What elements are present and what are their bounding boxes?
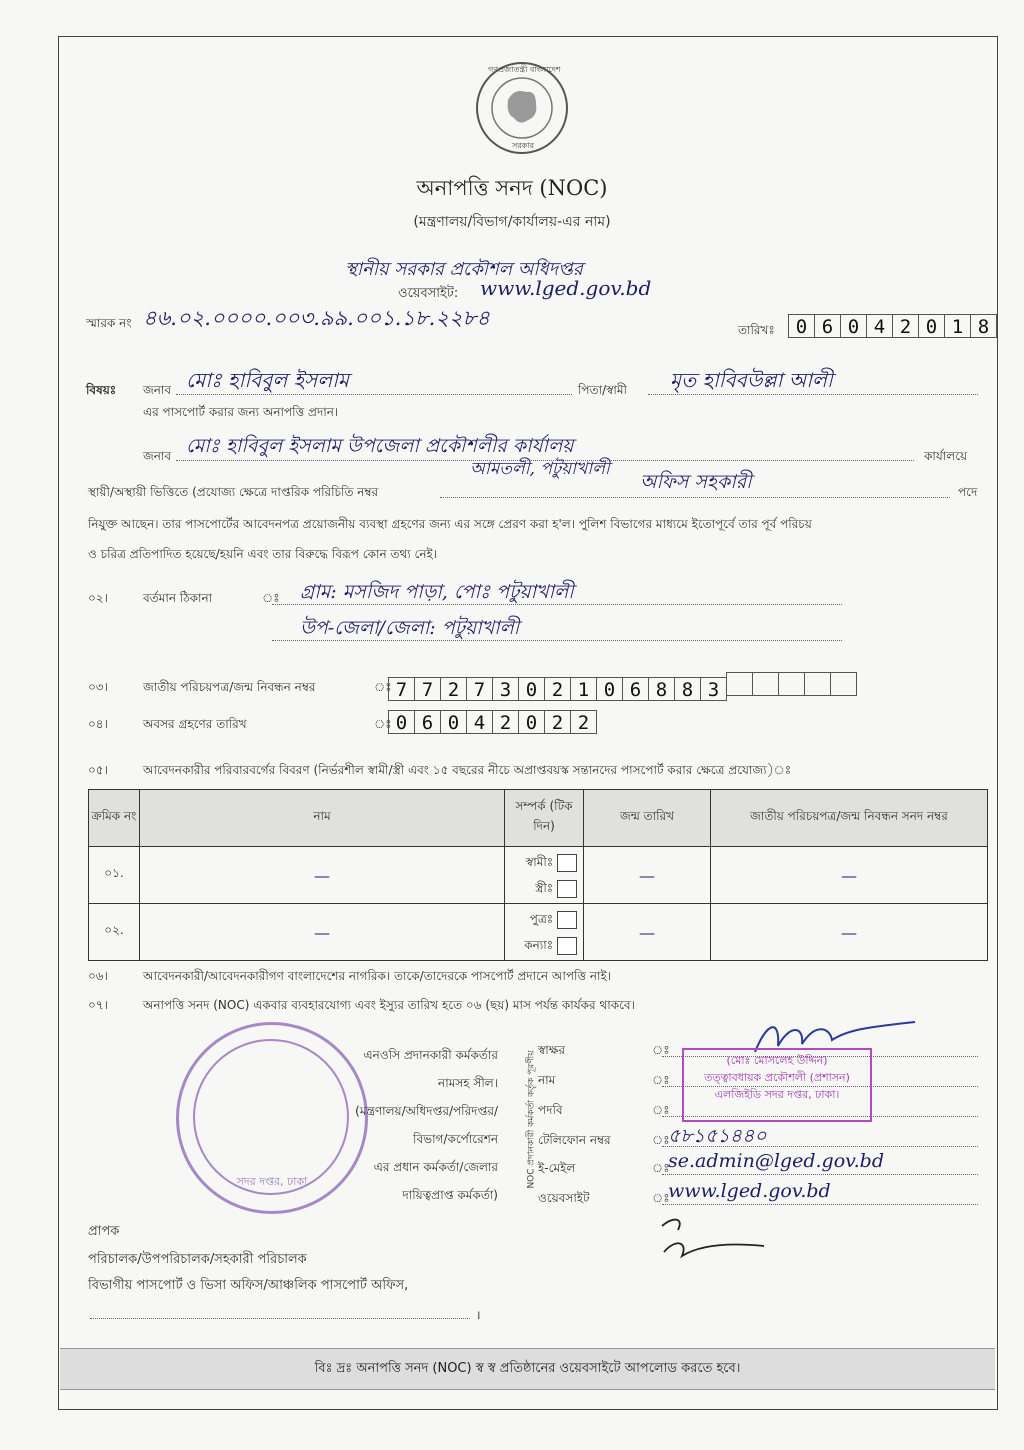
nid-number-boxes: [388, 672, 856, 701]
signatory-field-label: স্বাক্ষর: [538, 1043, 566, 1057]
checkbox-son[interactable]: [557, 911, 577, 929]
recipient-line-1: পরিচালক/উপপরিচালক/সহকারী পরিচালক: [88, 1252, 307, 1267]
officer-name-stamp: [682, 1048, 872, 1122]
signatory-field-colon: ঃ: [652, 1103, 670, 1117]
date-digit-box: 2: [892, 314, 919, 338]
website-label: ওয়েবসাইট:: [398, 286, 459, 301]
nid-digit-box: 1: [570, 677, 597, 701]
recipient-address-line: [90, 1318, 470, 1319]
checkbox-daughter[interactable]: [557, 937, 577, 955]
relation-cell: [505, 904, 584, 961]
signatory-field-colon: ঃ: [652, 1191, 670, 1205]
col-birth-date: জন্ম তারিখ: [584, 790, 711, 847]
memo-date-boxes: [788, 314, 996, 338]
signatory-field-colon: ঃ: [652, 1073, 670, 1087]
retirement-digit-box: 6: [414, 710, 441, 734]
seal-text: সদর দপ্তর, ঢাকা: [236, 1175, 308, 1188]
signatory-description-line: (মন্ত্রণালয়/অধিদপ্তর/পরিদপ্তর/: [355, 1104, 498, 1118]
col-relation: সম্পর্ক (টিক দিন): [505, 790, 584, 847]
item-02-colon: ঃ: [262, 591, 280, 605]
body-paragraph-1: নিযুক্ত আছেন। তার পাসপোর্টের আবেদনপত্র প্রয়োজনীয় ব্যবস্থা গ্রহণের জন্য এর সঙ্গে প্রেরণ করা হ'ল। পুলিশ বিভাগের মাধ্যমে ইতোপূর্বে তার পূর্ব পরিচয়: [88, 517, 812, 531]
father-label: পিতা/স্বামী: [578, 383, 627, 397]
office-line2: আমতলী, পটুয়াখালী: [470, 459, 610, 479]
signatory-description-line: নামসহ সীল।: [438, 1076, 498, 1090]
government-emblem: [474, 60, 570, 156]
signatory-vertical-note: NOC প্রদানকারী কর্মকর্তা কর্তৃক পূরণীয়: [526, 1050, 537, 1189]
item-04-colon: ঃ: [374, 717, 392, 731]
document-subtitle: (মন্ত্রণালয়/বিভাগ/কার্যালয়-এর নাম): [413, 214, 611, 230]
table-row: [89, 904, 988, 961]
office-label: কার্যালয়ে: [924, 449, 968, 463]
signatory-field-label: ই-মেইল: [538, 1161, 576, 1175]
retirement-digit-box: 4: [466, 710, 493, 734]
name-cell: —: [140, 847, 505, 904]
birth-date-cell: —: [584, 904, 711, 961]
relation-label: স্ত্রীঃ: [535, 881, 554, 895]
signatory-field-line: [662, 1174, 978, 1175]
initials-mark: [654, 1212, 774, 1276]
memo-label: স্মারক নং: [86, 316, 132, 330]
nid-digit-box: [830, 672, 857, 696]
date-digit-box: 0: [918, 314, 945, 338]
retirement-digit-box: 0: [518, 710, 545, 734]
item-07-label: অনাপত্তি সনদ (NOC) একবার ব্যবহারযোগ্য এবং ইস্যুর তারিখ হতে ০৬ (ছয়) মাস পর্যন্ত কার্যকর থাকবে।: [143, 998, 635, 1012]
signatory-field-value: ৫৮১৫১৪৪০: [668, 1125, 767, 1147]
family-table: [88, 789, 988, 961]
name-cell: —: [140, 904, 505, 961]
table-row: [89, 847, 988, 904]
footer-note: বিঃ দ্রঃ অনাপত্তি সনদ (NOC) স্ব স্ব প্রতিষ্ঠানের ওয়েবসাইটে আপলোড করতে হবে।: [60, 1348, 995, 1390]
date-digit-box: 6: [814, 314, 841, 338]
body-janab: জনাব: [143, 449, 172, 463]
item-07-number: ০৭।: [88, 998, 108, 1012]
nid-digit-box: [726, 672, 753, 696]
item-04-number: ০৪।: [88, 717, 108, 731]
date-digit-box: 1: [944, 314, 971, 338]
retirement-digit-box: 0: [440, 710, 467, 734]
body-paragraph-2: ও চরিত্র প্রতিপাদিত হয়েছে/হয়নি এবং তার বিরুদ্ধে বিরূপ কোন তথ্য নেই।: [88, 547, 438, 561]
ministry-name-handwritten: স্থানীয় সরকার প্রকৌশল অধিদপ্তর: [345, 259, 583, 280]
nid-digit-box: 0: [596, 677, 623, 701]
signatory-field-line: [662, 1204, 978, 1205]
relation-label: স্বামীঃ: [525, 855, 554, 869]
nid-digit-box: 8: [674, 677, 701, 701]
signatory-field-label: টেলিফোন নম্বর: [538, 1133, 611, 1147]
emblem-bottom-text: সরকার: [512, 141, 535, 150]
signatory-field-colon: ঃ: [652, 1043, 670, 1057]
nid-digit-box: 7: [414, 677, 441, 701]
signatory-field-value: se.admin@lged.gov.bd: [668, 1150, 884, 1172]
stamp-line: (মোঃ মোসলেহ উদ্দিন): [726, 1054, 828, 1067]
item-06-label: আবেদনকারী/আবেদনকারীগণ বাংলাদেশের নাগরিক। তাকে/তাদেরকে পাসপোর্ট প্রদানে আপত্তি নাই।: [143, 969, 612, 983]
office-round-seal: [176, 1022, 368, 1214]
retirement-digit-box: 2: [544, 710, 571, 734]
row-serial: ০১.: [89, 847, 140, 904]
memo-number: ৪৬.০২.০০০০.০০৩.৯৯.০০১.১৮.২২৮৪: [143, 306, 490, 330]
col-nid: জাতীয় পরিচয়পত্র/জন্ম নিবন্ধন সনদ নম্বর: [711, 790, 988, 847]
nid-digit-box: [752, 672, 779, 696]
item-06-number: ০৬।: [88, 969, 108, 983]
date-digit-box: 4: [866, 314, 893, 338]
nid-digit-box: [778, 672, 805, 696]
retirement-digit-box: 0: [388, 710, 415, 734]
checkbox-spouse-wife[interactable]: [557, 880, 577, 898]
item-03-colon: ঃ: [374, 680, 392, 694]
item-02-number: ০২।: [88, 591, 108, 605]
item-05-label: আবেদনকারীর পরিবারবর্গের বিবরণ (নির্ভরশীল স্বামী/স্ত্রী এবং ১৫ বছরের নীচে অপ্রাপ্তবয়স্ক সন্তানদের পাসপোর্ট করার ক্ষেত্রে প্রযোজ্য)ঃ: [143, 763, 792, 777]
signatory-field-label: ওয়েবসাইট: [538, 1191, 590, 1205]
item-05-number: ০৫।: [88, 763, 108, 777]
subject-label: বিষয়ঃ: [86, 383, 117, 397]
document-title: অনাপত্তি সনদ (NOC): [416, 176, 608, 200]
nid-digit-box: 2: [440, 677, 467, 701]
col-name: নাম: [140, 790, 505, 847]
row-serial: ০২.: [89, 904, 140, 961]
nid-digit-box: 7: [466, 677, 493, 701]
father-name: মৃত হাবিবউল্লা আলী: [670, 368, 833, 392]
signatory-field-value: www.lged.gov.bd: [668, 1180, 831, 1202]
signatory-field-label: পদবি: [538, 1103, 563, 1117]
signatory-field-colon: ঃ: [652, 1161, 670, 1175]
date-digit-box: 8: [970, 314, 997, 338]
nid-digit-box: 6: [622, 677, 649, 701]
signatory-description-line: এর প্রধান কর্মকর্তা/জেলার: [373, 1160, 498, 1174]
birth-date-cell: —: [584, 847, 711, 904]
relation-label: পুত্রঃ: [529, 912, 554, 926]
post-label: পদে: [958, 485, 978, 499]
signatory-description-line: এনওসি প্রদানকারী কর্মকর্তার: [363, 1048, 498, 1062]
date-digit-box: 0: [840, 314, 867, 338]
address-value-2: উপ-জেলা/জেলা: পটুয়াখালী: [300, 617, 520, 639]
signatory-description-line: বিভাগ/কর্পোরেশন: [413, 1132, 498, 1146]
family-table-header: [89, 790, 988, 847]
subject-line2: এর পাসপোর্ট করার জন্য অনাপত্তি প্রদান।: [143, 405, 339, 419]
relation-label: কন্যাঃ: [524, 938, 554, 952]
stamp-line: তত্ত্বাবধায়ক প্রকৌশলী (প্রশাসন): [704, 1071, 850, 1084]
recipient-end: ।: [476, 1308, 481, 1322]
website-value: www.lged.gov.bd: [480, 276, 652, 300]
nid-digit-box: 3: [492, 677, 519, 701]
item-02-label: বর্তমান ঠিকানা: [143, 591, 213, 605]
col-serial: ক্রমিক নং: [89, 790, 140, 847]
retirement-digit-box: 2: [570, 710, 597, 734]
subject-applicant-name: মোঃ হাবিবুল ইসলাম: [186, 368, 350, 392]
date-digit-box: 0: [788, 314, 815, 338]
stamp-line: এলজিইডি সদর দপ্তর, ঢাকা।: [714, 1088, 840, 1101]
signatory-description-line: দায়িত্বপ্রাপ্ত কর্মকর্তা): [402, 1188, 498, 1202]
retirement-date-boxes: [388, 710, 596, 734]
item-04-label: অবসর গ্রহণের তারিখ: [143, 717, 247, 731]
body-name-office: মোঃ হাবিবুল ইসলাম উপজেলা প্রকৌশলীর কার্যালয়: [186, 435, 574, 457]
recipient-label: প্রাপক: [88, 1224, 120, 1239]
nid-digit-box: 3: [700, 677, 727, 701]
relation-cell: [505, 847, 584, 904]
nid-digit-box: 8: [648, 677, 675, 701]
address-value-1: গ্রাম: মসজিদ পাড়া, পোঃ পটুয়াখালী: [300, 581, 574, 603]
basis-text: স্থায়ী/অস্থায়ী ভিত্তিতে (প্রযোজ্য ক্ষেত্রে দাপ্তরিক পরিচিতি নম্বর: [88, 485, 379, 499]
nid-digit-box: 7: [388, 677, 415, 701]
retirement-digit-box: 2: [492, 710, 519, 734]
nid-digit-box: 0: [518, 677, 545, 701]
item-03-label: জাতীয় পরিচয়পত্র/জন্ম নিবন্ধন নম্বর: [143, 680, 316, 694]
signatory-field-label: নাম: [538, 1073, 556, 1087]
nid-digit-box: [804, 672, 831, 696]
subject-janab: জনাব: [143, 383, 172, 397]
nid-cell: —: [711, 904, 988, 961]
date-label: তারিখঃ: [738, 323, 775, 337]
recipient-line-2: বিভাগীয় পাসপোর্ট ও ভিসা অফিস/আঞ্চলিক পাসপোর্ট অফিস,: [88, 1278, 409, 1293]
signatory-field-colon: ঃ: [652, 1133, 670, 1147]
emblem-top-text: গণপ্রজাতন্ত্রী বাংলাদেশ: [488, 65, 561, 74]
nid-digit-box: 2: [544, 677, 571, 701]
nid-cell: —: [711, 847, 988, 904]
item-03-number: ০৩।: [88, 680, 108, 694]
checkbox-spouse-husband[interactable]: [557, 854, 577, 872]
designation: অফিস সহকারী: [640, 471, 752, 493]
